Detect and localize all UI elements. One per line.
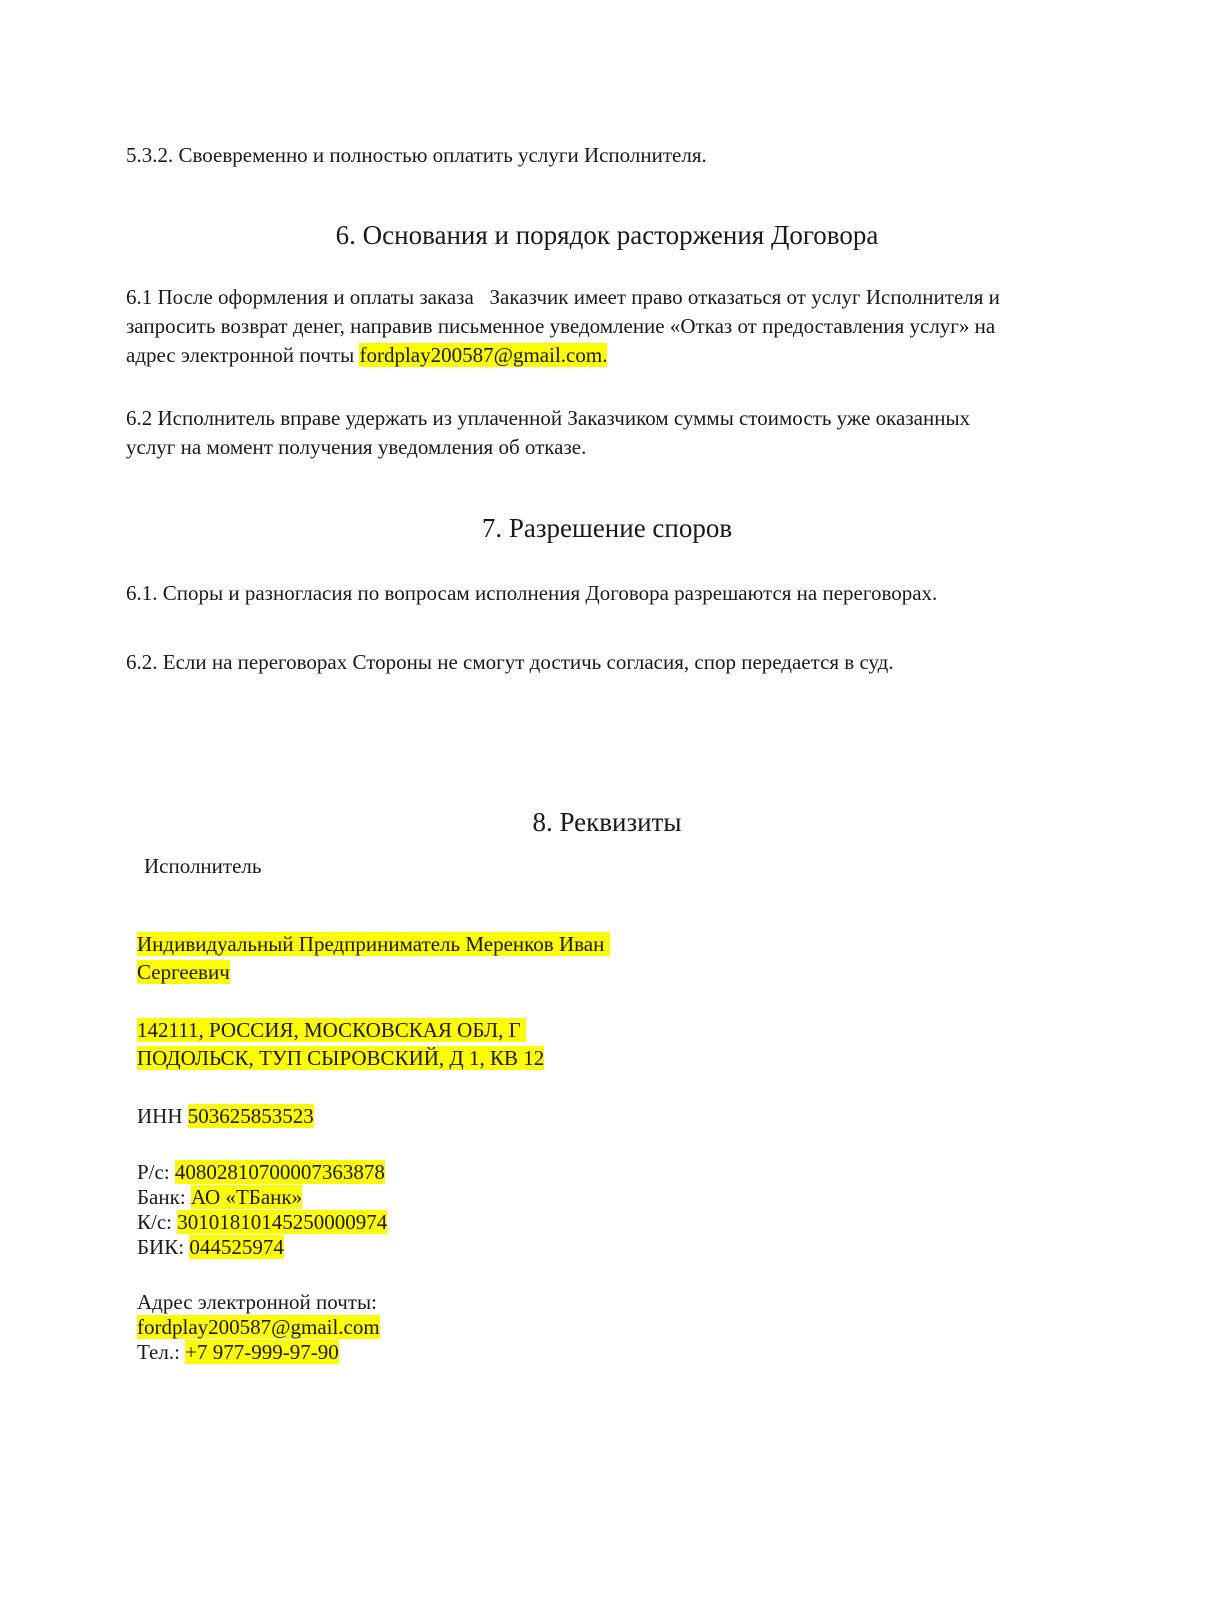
address-line2-text: ПОДОЛЬСК, ТУП СЫРОВСКИЙ, Д 1, КВ 12 [137,1046,545,1070]
email-row [137,1315,380,1340]
ks-value: 30101810145250000974 [177,1210,388,1234]
bank-value: АО «ТБанк» [190,1185,303,1209]
section-6-p2-line1: 6.2 Исполнитель вправе удержать из уплаченной Заказчиком суммы стоимость уже оказанных [126,406,971,430]
rs-label: Р/с: [137,1160,175,1184]
inn-label: ИНН [137,1104,188,1128]
section-6-p2-line2: услуг на момент получения уведомления об отказе. [126,435,587,459]
section-7-heading: 7. Разрешение споров [481,513,733,543]
bik-row [137,1235,284,1260]
executor-name-line1 [137,929,610,959]
bank-label: Банк: [137,1185,191,1209]
clause-5-3-2: 5.3.2. Своевременно и полностью оплатить услуги Исполнителя. [126,143,707,167]
rs-value: 40802810700007363878 [174,1160,385,1184]
section-6-p1-line3-prefix: адрес электронной почты [126,343,360,367]
executor-name-line2 [137,957,230,987]
section-8-heading: 8. Реквизиты [532,807,682,837]
bik-label: БИК: [137,1235,190,1259]
section-6-heading: 6. Основания и порядок расторжения Договора [335,220,879,250]
section-6-p1-line3 [126,340,607,370]
email-label: Адрес электронной почты: [137,1290,377,1314]
executor-name-line2-text: Сергеевич [137,960,230,984]
refund-email-link[interactable]: fordplay200587@gmail.com. [359,343,608,367]
ks-label: К/с: [137,1210,178,1234]
rs-row [137,1160,385,1185]
address-line1-text: 142111, РОССИЯ, МОСКОВСКАЯ ОБЛ, Г [137,1018,527,1042]
section-6-p1-line2: запросить возврат денег, направив письменное уведомление «Отказ от предоставления услуг» на [126,314,996,338]
section-7-p2: 6.2. Если на переговорах Стороны не смогут достичь согласия, спор передается в суд. [126,650,894,674]
phone-value[interactable]: +7 977-999-97-90 [185,1340,339,1364]
executor-label: Исполнитель [144,854,262,878]
inn-value: 503625853523 [187,1104,314,1128]
bik-value: 044525974 [189,1235,284,1259]
phone-row [137,1340,339,1365]
address-line1 [137,1015,526,1045]
contact-email-link[interactable]: fordplay200587@gmail.com [137,1315,380,1339]
phone-label: Тел.: [137,1340,186,1364]
inn-row [137,1101,314,1131]
executor-name-line1-text: Индивидуальный Предприниматель Меренков Иван [137,932,610,956]
address-line2 [137,1043,544,1073]
section-6-p1-line1: 6.1 После оформления и оплаты заказа Заказчик имеет право отказаться от услуг Исполнителя и [126,285,1000,309]
ks-row [137,1210,387,1235]
section-7-p1: 6.1. Споры и разногласия по вопросам исполнения Договора разрешаются на переговорах. [126,581,938,605]
bank-row [137,1185,302,1210]
